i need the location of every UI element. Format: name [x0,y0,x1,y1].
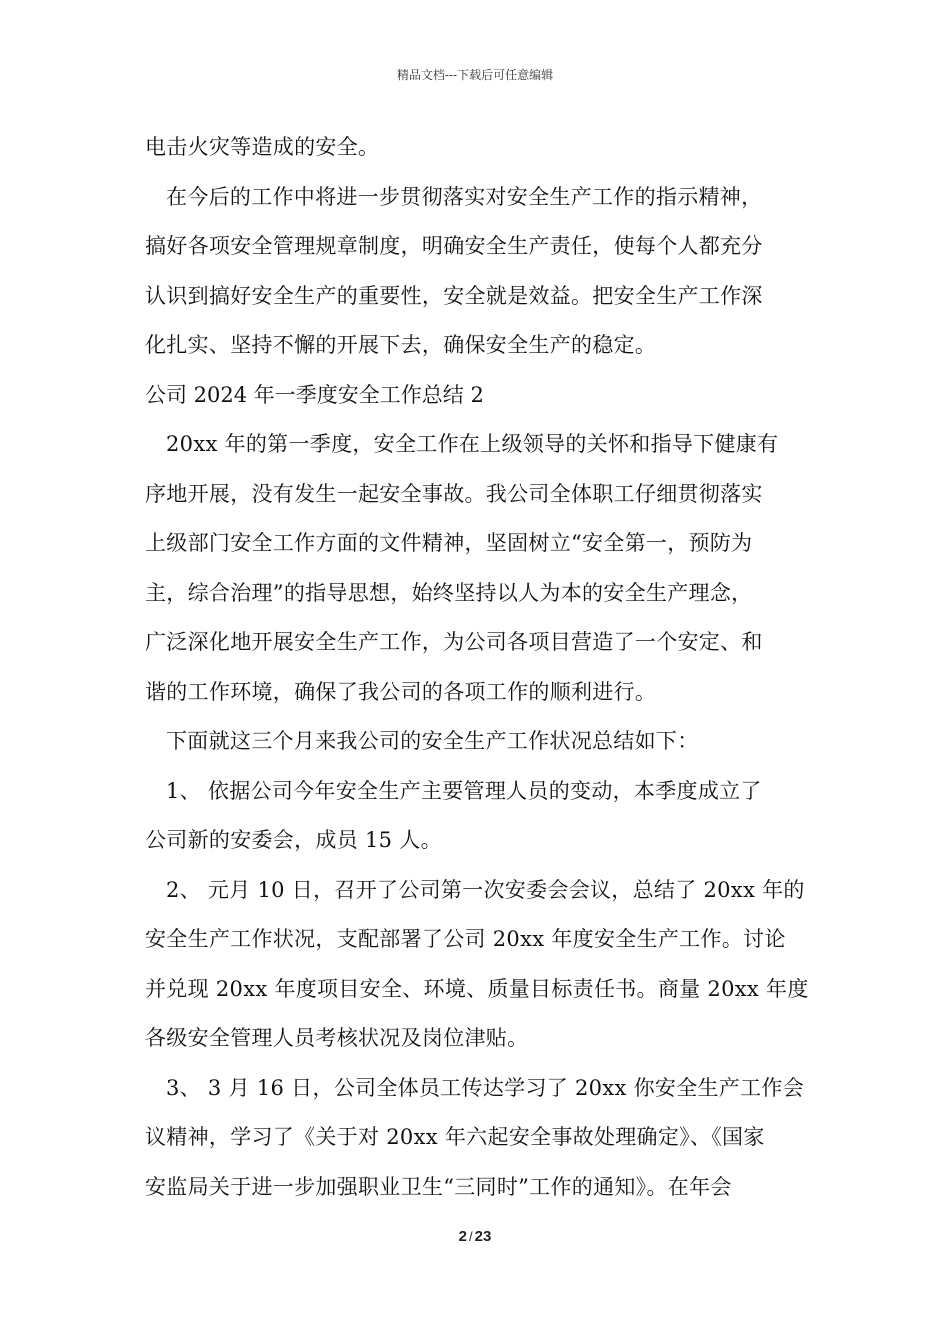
list-item-line: 安监局关于进一步加强职业卫生“三同时”工作的通知》。在年会 [145,1174,732,1199]
list-item-line: 安全生产工作状况，支配部署了公司 20xx 年度安全生产工作。讨论 [145,927,786,951]
page-number-separator: / [469,1229,473,1244]
list-item-line: 议精神，学习了《关于对 20xx 年六起安全事故处理确定》、《国家 [145,1125,765,1149]
list-item-line: 3、 3 月 16 日，公司全体员工传达学习了 20xx 你安全生产工作会 [166,1075,805,1100]
list-item-line: 并兑现 20xx 年度项目安全、环境、质量目标责任书。商量 20xx 年度 [145,976,809,1001]
paragraph-line: 序地开展，没有发生一起安全事故。我公司全体职工仔细贯彻落实 [145,481,763,506]
page-number-total: 23 [474,1228,492,1245]
list-item-line: 各级安全管理人员考核状况及岗位津贴。 [145,1026,529,1050]
page-number [0,1227,950,1247]
page-number-current: 2 [458,1228,468,1245]
list-item-line: 2、 元月 10 日，召开了公司第一次安委会会议，总结了 20xx 年的 [166,877,805,902]
paragraph-line: 下面就这三个月来我公司的安全生产工作状况总结如下： [166,729,699,753]
paragraph-line: 电击火灾等造成的安全。 [145,135,380,159]
paragraph-line: 搞好各项安全管理规章制度，明确安全生产责任，使每个人都充分 [145,234,763,258]
document-body [145,123,807,1212]
list-item-line: 公司新的安委会，成员 15 人。 [145,828,442,852]
paragraph-line: 认识到搞好安全生产的重要性，安全就是效益。把安全生产工作深 [145,283,763,308]
paragraph-line: 20xx 年的第一季度，安全工作在上级领导的关怀和指导下健康有 [166,432,779,456]
page-header: 精品文档---下载后可任意编辑 [396,68,554,82]
section-title: 公司 2024 年一季度安全工作总结 2 [145,382,484,407]
paragraph-line: 在今后的工作中将进一步贯彻落实对安全生产工作的指示精神， [166,184,763,209]
paragraph-line: 主，综合治理”的指导思想，始终坚持以人为本的安全生产理念， [145,580,753,605]
paragraph-line: 化扎实、坚持不懈的开展下去，确保安全生产的稳定。 [145,333,657,357]
paragraph-line: 上级部门安全工作方面的文件精神，坚固树立“安全第一，预防为 [145,531,753,555]
paragraph-line: 广泛深化地开展安全生产工作，为公司各项目营造了一个安定、和 [145,630,763,654]
list-item-line: 1、 依据公司今年安全生产主要管理人员的变动，本季度成立了 [166,778,762,803]
paragraph-line: 谐的工作环境，确保了我公司的各项工作的顺利进行。 [145,679,657,704]
